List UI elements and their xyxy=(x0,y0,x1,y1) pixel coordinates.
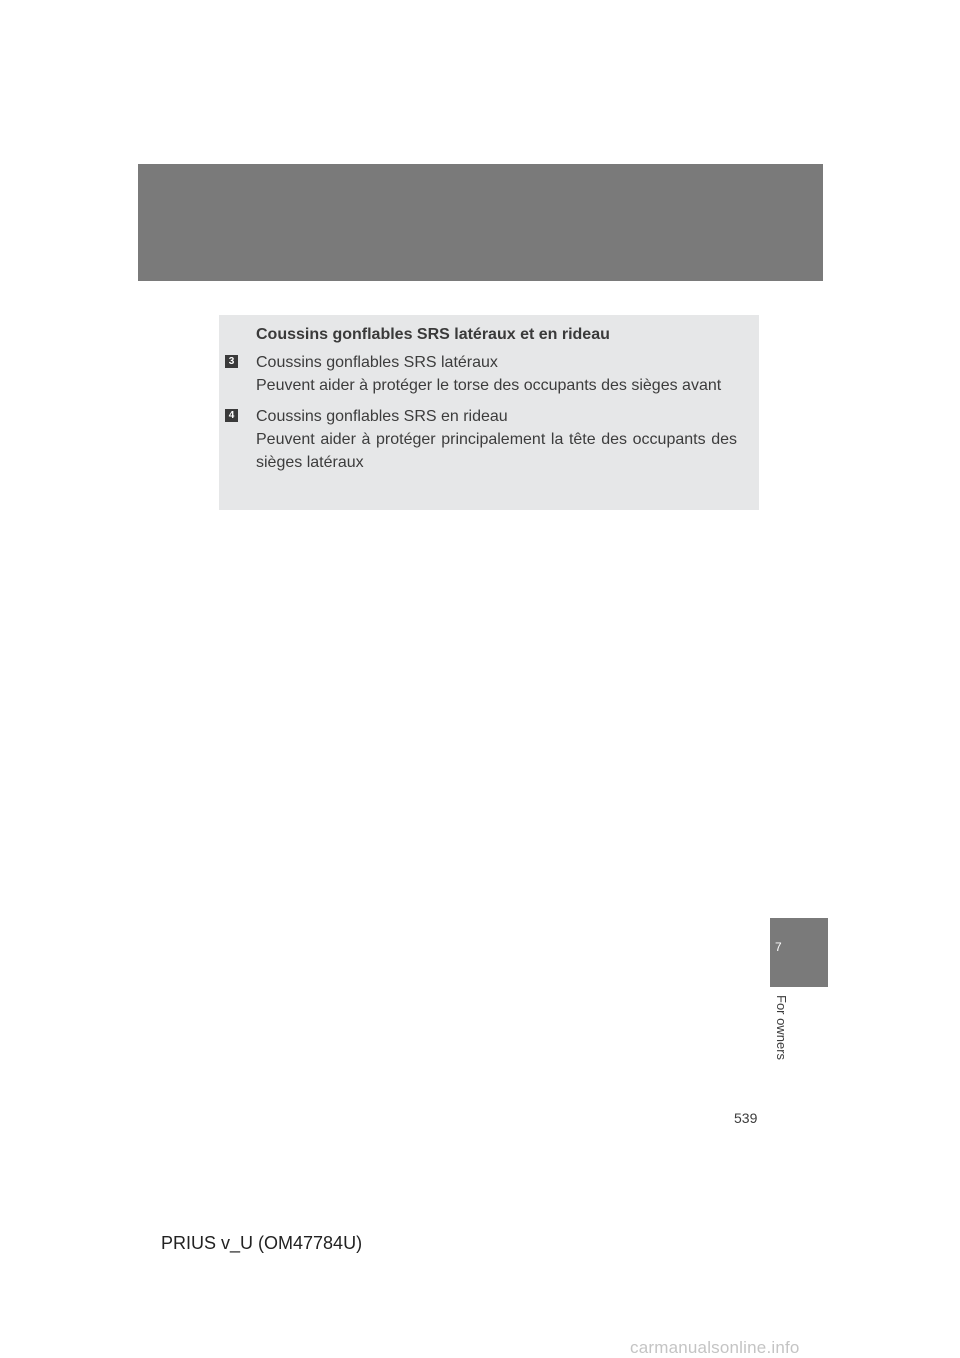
item-heading: Coussins gonflables SRS latéraux xyxy=(256,354,498,371)
info-box xyxy=(219,315,759,510)
chapter-label xyxy=(771,995,789,1070)
chapter-label-text: For owners xyxy=(774,995,789,1061)
item-number-badge: 3 xyxy=(225,355,238,368)
item-description: Peuvent aider à protéger le torse des occupants des sièges avant xyxy=(256,377,722,394)
header-band xyxy=(138,164,823,281)
footer-model-code: PRIUS v_U (OM47784U) xyxy=(161,1233,363,1253)
chapter-tab xyxy=(770,918,828,987)
watermark: carmanualsonline.info xyxy=(630,1338,800,1357)
item-description: Peuvent aider à protéger principalement la tête des occupants des sièges latéraux xyxy=(256,431,737,471)
chapter-number: 7 xyxy=(775,940,782,954)
info-box-title: Coussins gonflables SRS latéraux et en rideau xyxy=(256,326,610,343)
item-heading: Coussins gonflables SRS en rideau xyxy=(256,408,508,425)
info-item-curtain-airbags xyxy=(228,405,737,474)
page-number: 539 xyxy=(734,1110,758,1126)
item-number-badge: 4 xyxy=(225,409,238,422)
info-item-side-airbags xyxy=(228,351,737,397)
